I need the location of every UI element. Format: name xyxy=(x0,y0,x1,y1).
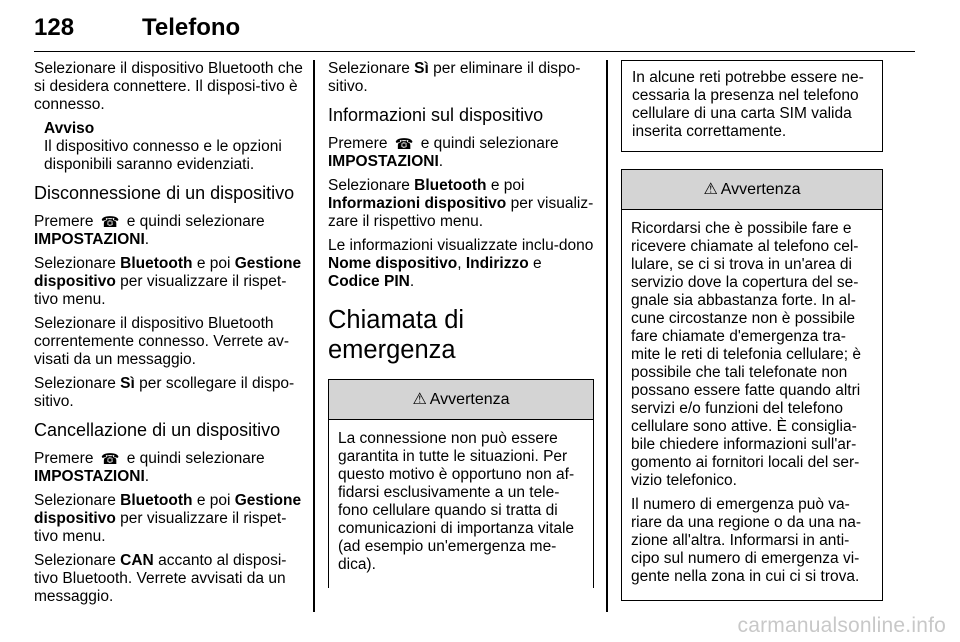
column-divider xyxy=(606,60,608,612)
warning-triangle-icon: ⚠ xyxy=(412,390,427,408)
paragraph: Selezionare CAN accanto al disposi-tivo Bluetooth. Verrete avvisati da un messaggio. xyxy=(34,552,287,605)
paragraph: Selezionare il dispositivo Bluetooth che si desidera connettere. Il disposi-tivo è connesso. xyxy=(34,60,303,113)
warning-header xyxy=(622,170,882,210)
note-text: Il dispositivo connesso e le opzioni disponibili saranno evidenziati. xyxy=(44,138,282,173)
page-header xyxy=(34,12,915,52)
section-title: Telefono xyxy=(142,14,241,41)
warning-title: Avvertenza xyxy=(720,180,801,198)
note-title: Avviso xyxy=(44,120,95,137)
paragraph: Premere ☎ e quindi selezionare IMPOSTAZIONI. xyxy=(328,135,559,170)
warning-triangle-icon: ⚠ xyxy=(703,180,718,198)
column-1 xyxy=(34,60,304,612)
column-3 xyxy=(621,60,883,601)
paragraph: Selezionare Bluetooth e poi Informazioni dispositivo per visualiz-zare il rispettivo menu. xyxy=(328,177,594,230)
warning-text: Il numero di emergenza può va-riare da una regione o da una na-zione all'altra. Informarsi in anti-cipo sul numero di emergenza vi-gente nella zona in cui ci si trova. xyxy=(631,496,862,585)
watermark: carmanualsonline.info xyxy=(737,614,946,637)
paragraph: Selezionare il dispositivo Bluetooth correntemente connesso. Verrete av-visati da un messaggio. xyxy=(34,315,290,368)
warning-header xyxy=(329,380,593,420)
paragraph: Selezionare Sì per eliminare il dispo-sitivo. xyxy=(328,60,581,95)
phone-settings-icon: ☎ xyxy=(100,451,120,468)
paragraph: Selezionare Bluetooth e poi Gestione dispositivo per visualizzare il rispet-tivo menu. xyxy=(34,492,302,545)
info-box xyxy=(621,60,883,152)
heading-device-info: Informazioni sul dispositivo xyxy=(328,105,544,125)
warning-body xyxy=(622,210,882,600)
paragraph: Le informazioni visualizzate inclu-dono Nome dispositivo, Indirizzo e Codice PIN. xyxy=(328,237,594,290)
warning-box xyxy=(621,169,883,601)
warning-text: La connessione non può essere garantita in tutte le situazioni. Per questo motivo è opportuno non af-fidarsi esclusivamente a un tele-fono cellulare quando si tratta di comunicazioni di importanza vitale (ad esempio un'emergenza me-dica). xyxy=(338,430,575,573)
warning-text: Ricordarsi che è possibile fare e ricevere chiamate al telefono cel-lulare, se ci si trova in un'area di servizio dove la copertura del se-gnale sia abbastanza forte. In al-cune circostanze non è possibile fare chiamate d'emergenza tra-mite le reti di telefonia cellulare; è possibile che tali telefonate non possano essere fatte quando altri servizi e/o funzioni del telefono cellulare sono attive. È consiglia-bile chiedere informazioni sull'ar-gomento ai fornitori locali del ser-vizio telefonico. xyxy=(631,220,862,489)
info-text: In alcune reti potrebbe essere ne-cessaria la presenza nel telefono cellulare di una carta SIM valida inserita correttamente. xyxy=(632,69,864,140)
column-divider xyxy=(313,60,315,612)
paragraph: Selezionare Sì per scollegare il dispo-sitivo. xyxy=(34,375,295,410)
warning-body xyxy=(328,420,594,588)
paragraph: Premere ☎ e quindi selezionare IMPOSTAZIONI. xyxy=(34,213,265,248)
heading-delete: Cancellazione di un dispositivo xyxy=(34,420,281,440)
paragraph: Premere ☎ e quindi selezionare IMPOSTAZIONI. xyxy=(34,450,265,485)
heading-disconnect: Disconnessione di un dispositivo xyxy=(34,183,295,203)
heading-emergency-call: Chiamata di emergenza xyxy=(328,306,465,364)
phone-settings-icon: ☎ xyxy=(100,214,120,231)
page-number: 128 xyxy=(34,14,75,41)
column-2 xyxy=(328,60,594,588)
warning-box xyxy=(328,379,594,420)
warning-title: Avvertenza xyxy=(429,390,510,408)
note xyxy=(34,120,304,174)
phone-settings-icon: ☎ xyxy=(394,136,414,153)
paragraph: Selezionare Bluetooth e poi Gestione dispositivo per visualizzare il rispet-tivo menu. xyxy=(34,255,302,308)
